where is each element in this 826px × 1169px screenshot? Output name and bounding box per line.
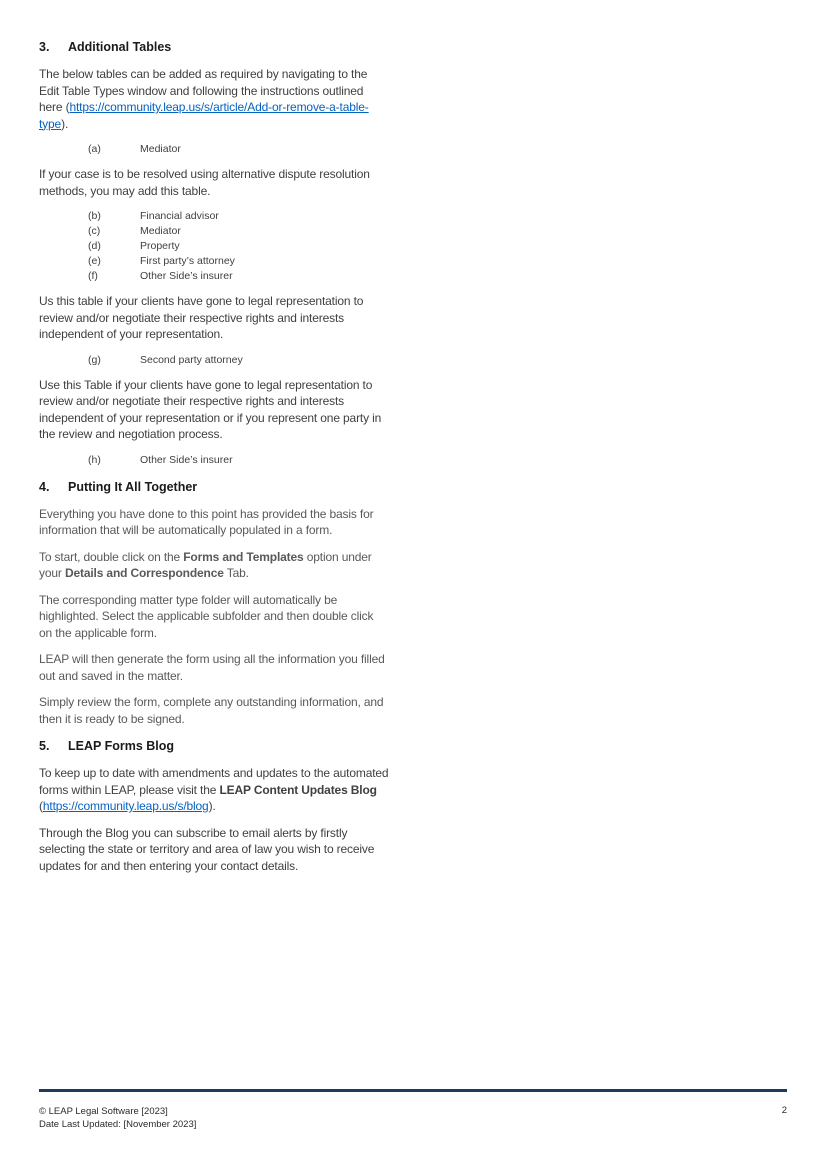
list-item-marker: (g)	[88, 353, 101, 366]
text-run: (	[39, 799, 43, 813]
list-item-marker: (b)	[88, 210, 101, 222]
section-title: Additional Tables	[68, 40, 172, 54]
list-item-marker: (c)	[88, 225, 101, 237]
paragraph	[39, 549, 389, 582]
document-body	[39, 40, 389, 884]
text-run: Everything you have done to this point has provided the basis for information that will be automatically populated in a form.	[39, 506, 374, 537]
text-run: The corresponding matter type folder will automatically be highlighted. Select the applicable subfolder and then double click on the applicable form.	[39, 592, 374, 640]
text-run: LEAP will then generate the form using all the information you filled out and saved in the matter.	[39, 652, 385, 683]
paragraph	[39, 694, 389, 727]
list-item-marker: (f)	[88, 270, 98, 282]
list-item-marker: (e)	[88, 255, 101, 267]
paragraph	[39, 506, 389, 539]
section-heading	[39, 480, 389, 495]
text-run: ).	[208, 799, 216, 813]
paragraph	[39, 166, 389, 199]
list-item	[39, 269, 389, 284]
text-run: Through the Blog you can subscribe to email alerts by firstly selecting the state or territory and area of law you wish to receive updates for and then entering your contact details.	[39, 825, 375, 873]
sub-item-list	[39, 209, 389, 284]
text-run: If your case is to be resolved using alternative dispute resolution methods, you may add this table.	[39, 167, 370, 198]
bold-run: Details and Correspondence	[64, 566, 224, 580]
list-item	[39, 239, 389, 254]
section-title: LEAP Forms Blog	[68, 739, 175, 753]
section-heading	[39, 739, 389, 754]
list-item-label: Second party attorney	[140, 353, 243, 366]
section-number: 4.	[39, 479, 50, 494]
text-run: Use this Table if your clients have gone to legal representation to review and/or negotiate their respective rights and interests independent of your representation or if you represent one party in the review and negotiation process.	[39, 377, 382, 441]
footer-copyright: © LEAP Legal Software [2023]	[39, 1106, 168, 1117]
paragraph	[39, 651, 389, 684]
list-item-label: Property	[140, 240, 180, 252]
section-number: 3.	[39, 40, 50, 54]
list-item-label: Other Side’s insurer	[140, 270, 233, 282]
text-run: To start, double click on the	[39, 549, 184, 564]
text-run: ).	[61, 116, 69, 131]
section-heading	[39, 40, 389, 55]
sub-item-list	[39, 453, 389, 468]
text-run: The below tables can be added as required by navigating to the Edit Table Types window and following the instructions outlined here (	[39, 67, 368, 114]
bold-run: LEAP Content Updates Blog	[219, 782, 377, 797]
hyperlink[interactable]: https://community.leap.us/s/blog	[42, 799, 209, 813]
list-item	[39, 254, 389, 269]
text-run: To keep up to date with amendments and updates to the automated forms within LEAP, please visit the	[39, 766, 389, 797]
bold-run: Forms and Templates	[183, 549, 304, 564]
paragraph	[39, 66, 389, 132]
text-run: Tab.	[223, 566, 249, 580]
page-number: 2	[781, 1105, 787, 1116]
text-run: Us this table if your clients have gone to legal representation to review and/or negotiate their respective rights and interests independent of your representation.	[39, 294, 364, 341]
list-item-label: Financial advisor	[140, 210, 219, 222]
footer	[39, 1105, 196, 1131]
paragraph	[39, 765, 389, 815]
footer-date-updated: Date Last Updated: [November 2023]	[39, 1119, 197, 1130]
list-item	[39, 353, 389, 368]
list-item	[39, 142, 389, 157]
hyperlink[interactable]: https://community.leap.us/s/article/Add-or-remove-a-table-type	[39, 100, 369, 131]
section-number: 5.	[39, 739, 50, 753]
list-item	[39, 209, 389, 224]
list-item-label: Mediator	[140, 143, 181, 155]
section-title: Putting It All Together	[68, 479, 198, 494]
paragraph	[39, 825, 389, 875]
list-item-label: Mediator	[140, 225, 181, 237]
footer-divider	[39, 1089, 787, 1092]
text-run: option under your	[39, 549, 372, 580]
sub-item-list	[39, 142, 389, 157]
list-item-marker: (a)	[88, 143, 101, 155]
paragraph	[39, 377, 389, 443]
paragraph	[39, 293, 389, 343]
list-item	[39, 453, 389, 468]
sub-item-list	[39, 353, 389, 368]
paragraph	[39, 592, 389, 642]
text-run: Simply review the form, complete any outstanding information, and then it is ready to be signed.	[39, 695, 384, 726]
list-item-label: Other Side’s insurer	[140, 453, 233, 466]
list-item	[39, 224, 389, 239]
list-item-label: First party’s attorney	[140, 255, 235, 267]
list-item-marker: (h)	[88, 453, 101, 466]
list-item-marker: (d)	[88, 240, 101, 252]
